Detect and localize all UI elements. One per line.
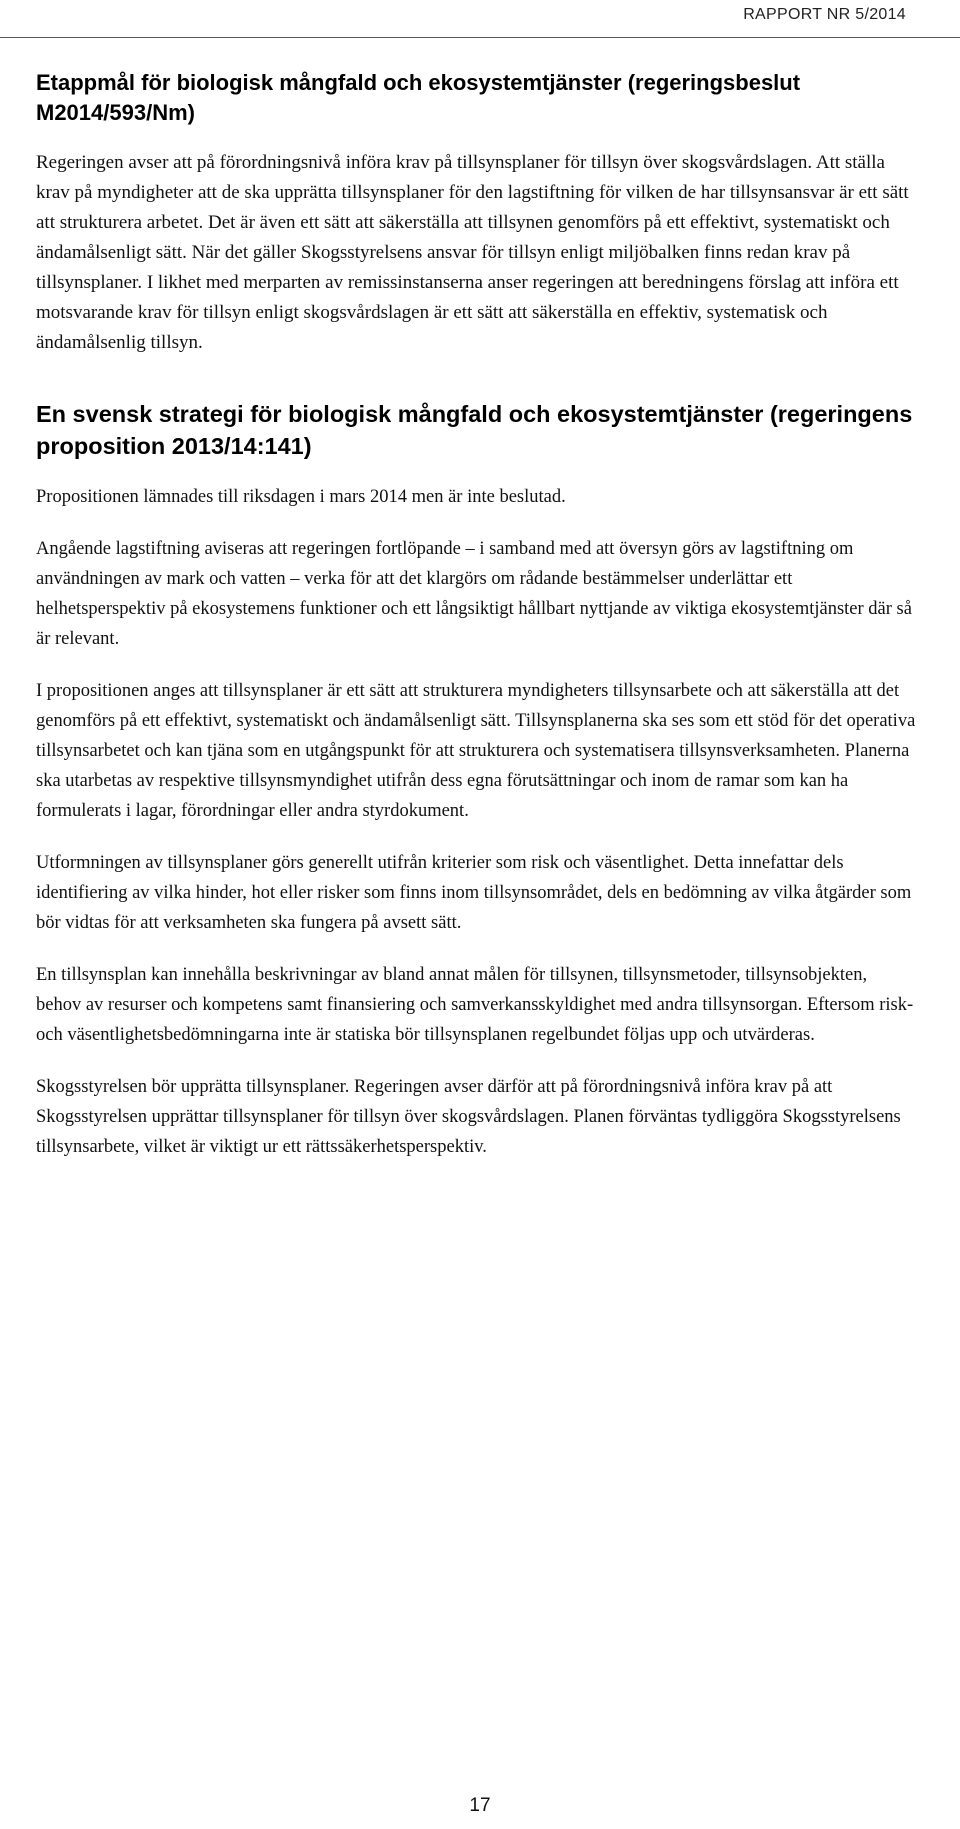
page-number: 17 — [469, 1795, 491, 1816]
body-paragraph: En tillsynsplan kan innehålla beskrivningar av bland annat målen för tillsynen, tillsynsmetoder, tillsynsobjekten, behov av resurser och kompetens samt finansiering och samverkansskyldighet med andra tillsynsorgan. Eftersom risk- och väsentlighetsbedömningarna inte är statiska bör tillsynsplanen regelbundet följas upp och utvärderas. — [36, 965, 914, 1045]
page-content — [36, 68, 916, 1184]
section-etappmal — [36, 68, 916, 358]
body-paragraph: Angående lagstiftning aviseras att regeringen fortlöpande – i samband med att översyn görs av lagstiftning om användningen av mark och vatten – verka för att det klargörs om rådande bestämmelser underlättar ett helhetsperspektiv på ekosystemens funktioner och ett långsiktigt hållbart nyttjande av viktiga ekosystemtjänster där så är relevant. — [36, 539, 912, 649]
header-rule — [0, 37, 960, 38]
body-paragraph: Regeringen avser att på förordningsnivå införa krav på tillsynsplaner för tillsyn över skogsvårdslagen. Att ställa krav på myndigheter att de ska upprätta tillsynsplaner för den lagstiftning för vilken de har tillsynsansvar är ett sätt att strukturera arbetet. Det är även ett sätt att säkerställa att tillsynen genomförs på ett effektivt, systematiskt och ändamålsenligt sätt. När det gäller Skogsstyrelsens ansvar för tillsyn enligt miljöbalken finns redan krav på tillsynsplaner. I likhet med merparten av remissinstanserna anser regeringen att beredningens förslag att införa ett motsvarande krav för tillsyn enligt skogsvårdslagen är ett sätt att säkerställa en effektiv, systematisk och ändamålsenlig tillsyn. — [36, 152, 909, 353]
body-paragraph: I propositionen anges att tillsynsplaner är ett sätt att strukturera myndigheters tillsynsarbete och att säkerställa att det genomförs på ett effektivt, systematiskt och ändamålsenligt sätt. Tillsynsplanerna ska ses som ett stöd för det operativa tillsynsarbetet och kan tjäna som en utgångspunkt för att strukturera och systematisera tillsynsverksamheten. Planerna ska utarbetas av respektive tillsynsmyndighet utifrån dess egna förutsättningar och inom de ramar som kan ha formulerats i lagar, förordningar eller andra styrdokument. — [36, 681, 916, 821]
body-paragraph: Skogsstyrelsen bör upprätta tillsynsplaner. Regeringen avser därför att på förordningsnivå införa krav på att Skogsstyrelsen upprättar tillsynsplaner för tillsyn över skogsvårdslagen. Planen förväntas tydliggöra Skogsstyrelsens tillsynsarbete, vilket är viktigt ur ett rättssäkerhetsperspektiv. — [36, 1077, 901, 1157]
section-heading: Etappmål för biologisk mångfald och ekosystemtjänster (regeringsbeslut M2014/593/Nm) — [36, 70, 801, 125]
body-paragraph: Propositionen lämnades till riksdagen i mars 2014 men är inte beslutad. — [36, 487, 566, 507]
section-heading: En svensk strategi för biologisk mångfald och ekosystemtjänster (regeringens proposition 2013/14:141) — [36, 401, 913, 459]
section-strategi — [36, 398, 916, 1162]
running-header: RAPPORT NR 5/2014 — [743, 6, 906, 23]
body-paragraph: Utformningen av tillsynsplaner görs generellt utifrån kriterier som risk och väsentlighet. Detta innefattar dels identifiering av vilka hinder, hot eller risker som finns inom tillsynsområdet, dels en bedömning av vilka åtgärder som bör vidtas för att verksamheten ska fungera på avsett sätt. — [36, 853, 912, 933]
